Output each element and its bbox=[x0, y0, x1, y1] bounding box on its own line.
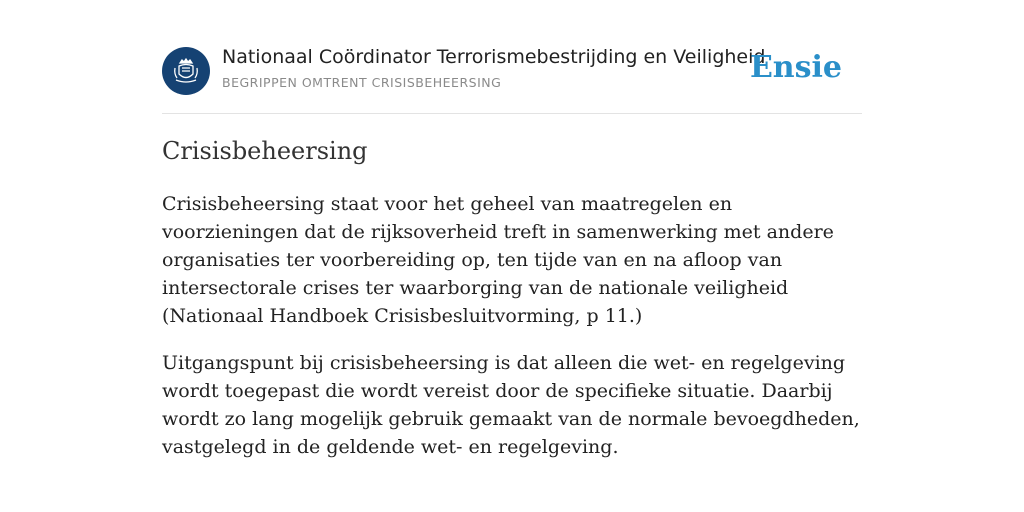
article-body bbox=[162, 190, 862, 480]
rijksoverheid-emblem-icon bbox=[162, 47, 210, 95]
paragraph: Uitgangspunt bij crisisbeheersing is dat alleen die wet- en regelgeving wordt toegepast die wordt vereist door de specifieke situatie. Daarbij wordt zo lang mogelijk gebruik gemaakt van de normale bevoegdheden, vastgelegd in de geldende wet- en regelgeving. bbox=[162, 352, 860, 458]
page-title: Crisisbeheersing bbox=[162, 137, 368, 165]
brand-logo[interactable]: Ensie bbox=[749, 50, 842, 85]
paragraph: Crisisbeheersing staat voor het geheel van maatregelen en voorzieningen dat de rijksoverheid treft in samenwerking met andere organisaties ter voorbereiding op, ten tijde van en na afloop van intersectorale crises ter waarborging van de nationale veiligheid (Nationaal Handboek Crisisbesluitvorming, p 11.) bbox=[162, 193, 834, 327]
organization-name: Nationaal Coördinator Terrorismebestrijding en Veiligheid bbox=[222, 46, 766, 68]
header bbox=[162, 46, 862, 96]
header-divider bbox=[162, 113, 862, 114]
section-subtitle[interactable]: BEGRIPPEN OMTRENT CRISISBEHEERSING bbox=[222, 75, 502, 90]
